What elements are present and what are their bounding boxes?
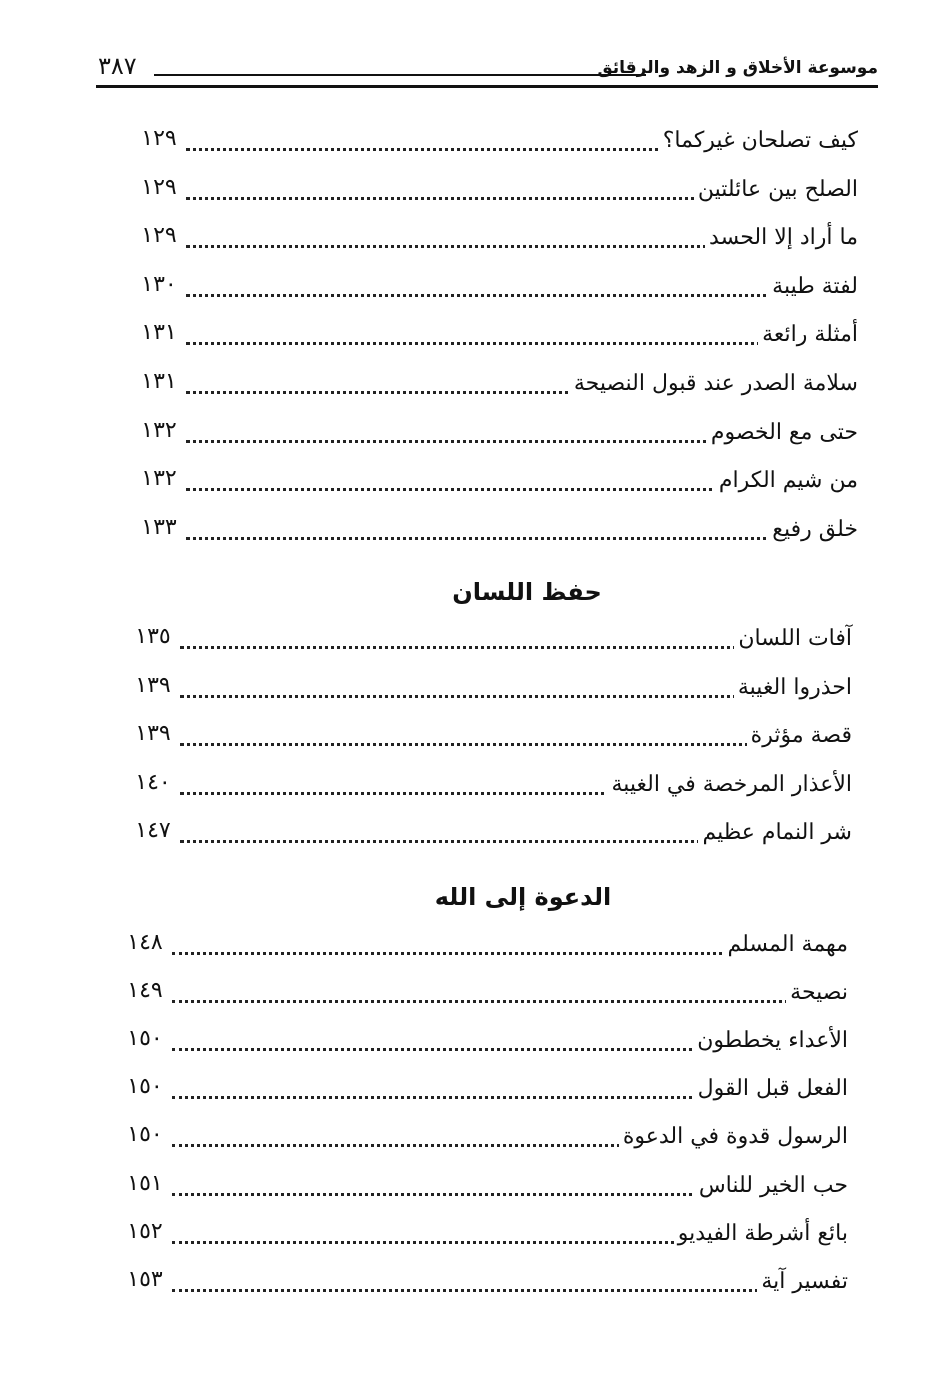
entry-title: لفتة طيبة — [768, 274, 858, 299]
toc-entry[interactable] — [136, 464, 858, 504]
dot-leader — [186, 537, 858, 540]
entry-title: شر النمام عظيم — [698, 820, 852, 845]
entry-page-number: ١٣٠ — [141, 271, 177, 297]
toc-entry[interactable] — [136, 367, 858, 407]
entry-title: خلق رفيع — [768, 517, 858, 542]
entry-page-number: ١٥٠ — [127, 1122, 163, 1148]
toc-entry[interactable] — [130, 719, 852, 759]
entry-page-number: ١٥١ — [127, 1170, 163, 1196]
toc-entry[interactable] — [122, 1120, 848, 1160]
toc-entry[interactable] — [122, 928, 848, 968]
toc-entry[interactable] — [136, 173, 858, 213]
entry-title: الصلح بين عائلتين — [694, 177, 858, 202]
entry-page-number: ١٥٣ — [127, 1266, 163, 1292]
header-line — [154, 74, 646, 76]
entry-page-number: ١٤٧ — [135, 818, 171, 843]
toc-entry[interactable] — [130, 622, 852, 662]
entry-page-number: ١٥٠ — [127, 1074, 163, 1100]
entry-page-number: ١٤٩ — [127, 978, 163, 1004]
entry-page-number: ١٢٩ — [141, 126, 177, 151]
entry-title: حتى مع الخصوم — [707, 420, 858, 445]
toc-entry[interactable] — [122, 976, 848, 1016]
entry-title: آفات اللسان — [734, 626, 852, 651]
toc-entry[interactable] — [136, 221, 858, 261]
entry-page-number: ١٣٩ — [135, 672, 171, 698]
toc-entry[interactable] — [122, 1265, 848, 1305]
entry-page-number: ١٤٨ — [127, 930, 163, 955]
toc-entry[interactable] — [130, 816, 852, 856]
entry-page-number: ١٥٢ — [127, 1218, 163, 1244]
toc-entry[interactable] — [136, 318, 858, 358]
toc-entry[interactable] — [122, 1169, 848, 1209]
toc-entry[interactable] — [130, 768, 852, 808]
entry-title: بائع أشرطة الفيديو — [674, 1221, 848, 1246]
toc-entry[interactable] — [122, 1024, 848, 1064]
entry-title: ما أراد إلا الحسد — [705, 225, 858, 250]
entry-title: الأعذار المرخصة في الغيبة — [607, 772, 852, 797]
dot-leader — [172, 1000, 848, 1003]
entry-page-number: ١٣٣ — [141, 514, 177, 540]
toc-entry[interactable] — [136, 513, 858, 553]
entry-title: احذروا الغيبة — [734, 675, 852, 700]
dot-leader — [186, 294, 858, 297]
dot-leader — [172, 1289, 848, 1292]
entry-title: سلامة الصدر عند قبول النصيحة — [570, 371, 858, 396]
entry-title: كيف تصلحان غيركما؟ — [659, 128, 858, 153]
entry-title: نصيحة — [786, 980, 848, 1005]
toc-entry[interactable] — [136, 270, 858, 310]
running-header — [96, 54, 878, 88]
entry-page-number: ١٥٠ — [127, 1026, 163, 1052]
entry-page-number: ١٣٢ — [141, 466, 177, 492]
entry-page-number: ١٢٩ — [141, 174, 177, 200]
entry-page-number: ١٢٩ — [141, 223, 177, 249]
entry-page-number: ١٣١ — [141, 369, 177, 394]
entry-title: قصة مؤثرة — [747, 723, 852, 748]
book-title: موسوعة الأخلاق و الزهد والرقائق — [597, 58, 878, 78]
entry-title: أمثلة رائعة — [758, 322, 858, 347]
entry-title: الأعداء يخططون — [693, 1028, 848, 1053]
section-heading: الدعوة إلى الله — [434, 883, 612, 911]
toc-entry[interactable] — [136, 124, 858, 164]
header-rule — [96, 85, 878, 88]
toc-entry[interactable] — [136, 416, 858, 456]
entry-title: من شيم الكرام — [715, 468, 858, 493]
page-number: ٣٨٧ — [98, 52, 137, 80]
entry-page-number: ١٣١ — [141, 320, 177, 346]
entry-title: مهمة المسلم — [723, 932, 848, 957]
section-heading: حفظ اللسان — [452, 578, 602, 606]
entry-title: تفسير آية — [757, 1269, 848, 1294]
entry-title: الرسول قدوة في الدعوة — [619, 1124, 848, 1149]
toc-entry[interactable] — [122, 1072, 848, 1112]
entry-page-number: ١٤٠ — [135, 769, 171, 795]
entry-page-number: ١٣٥ — [135, 624, 171, 649]
entry-page-number: ١٣٩ — [135, 721, 171, 746]
toc-entry[interactable] — [122, 1217, 848, 1257]
entry-page-number: ١٣٢ — [141, 417, 177, 443]
toc-entry[interactable] — [130, 671, 852, 711]
entry-title: حب الخير للناس — [695, 1173, 848, 1198]
entry-title: الفعل قبل القول — [694, 1076, 848, 1101]
